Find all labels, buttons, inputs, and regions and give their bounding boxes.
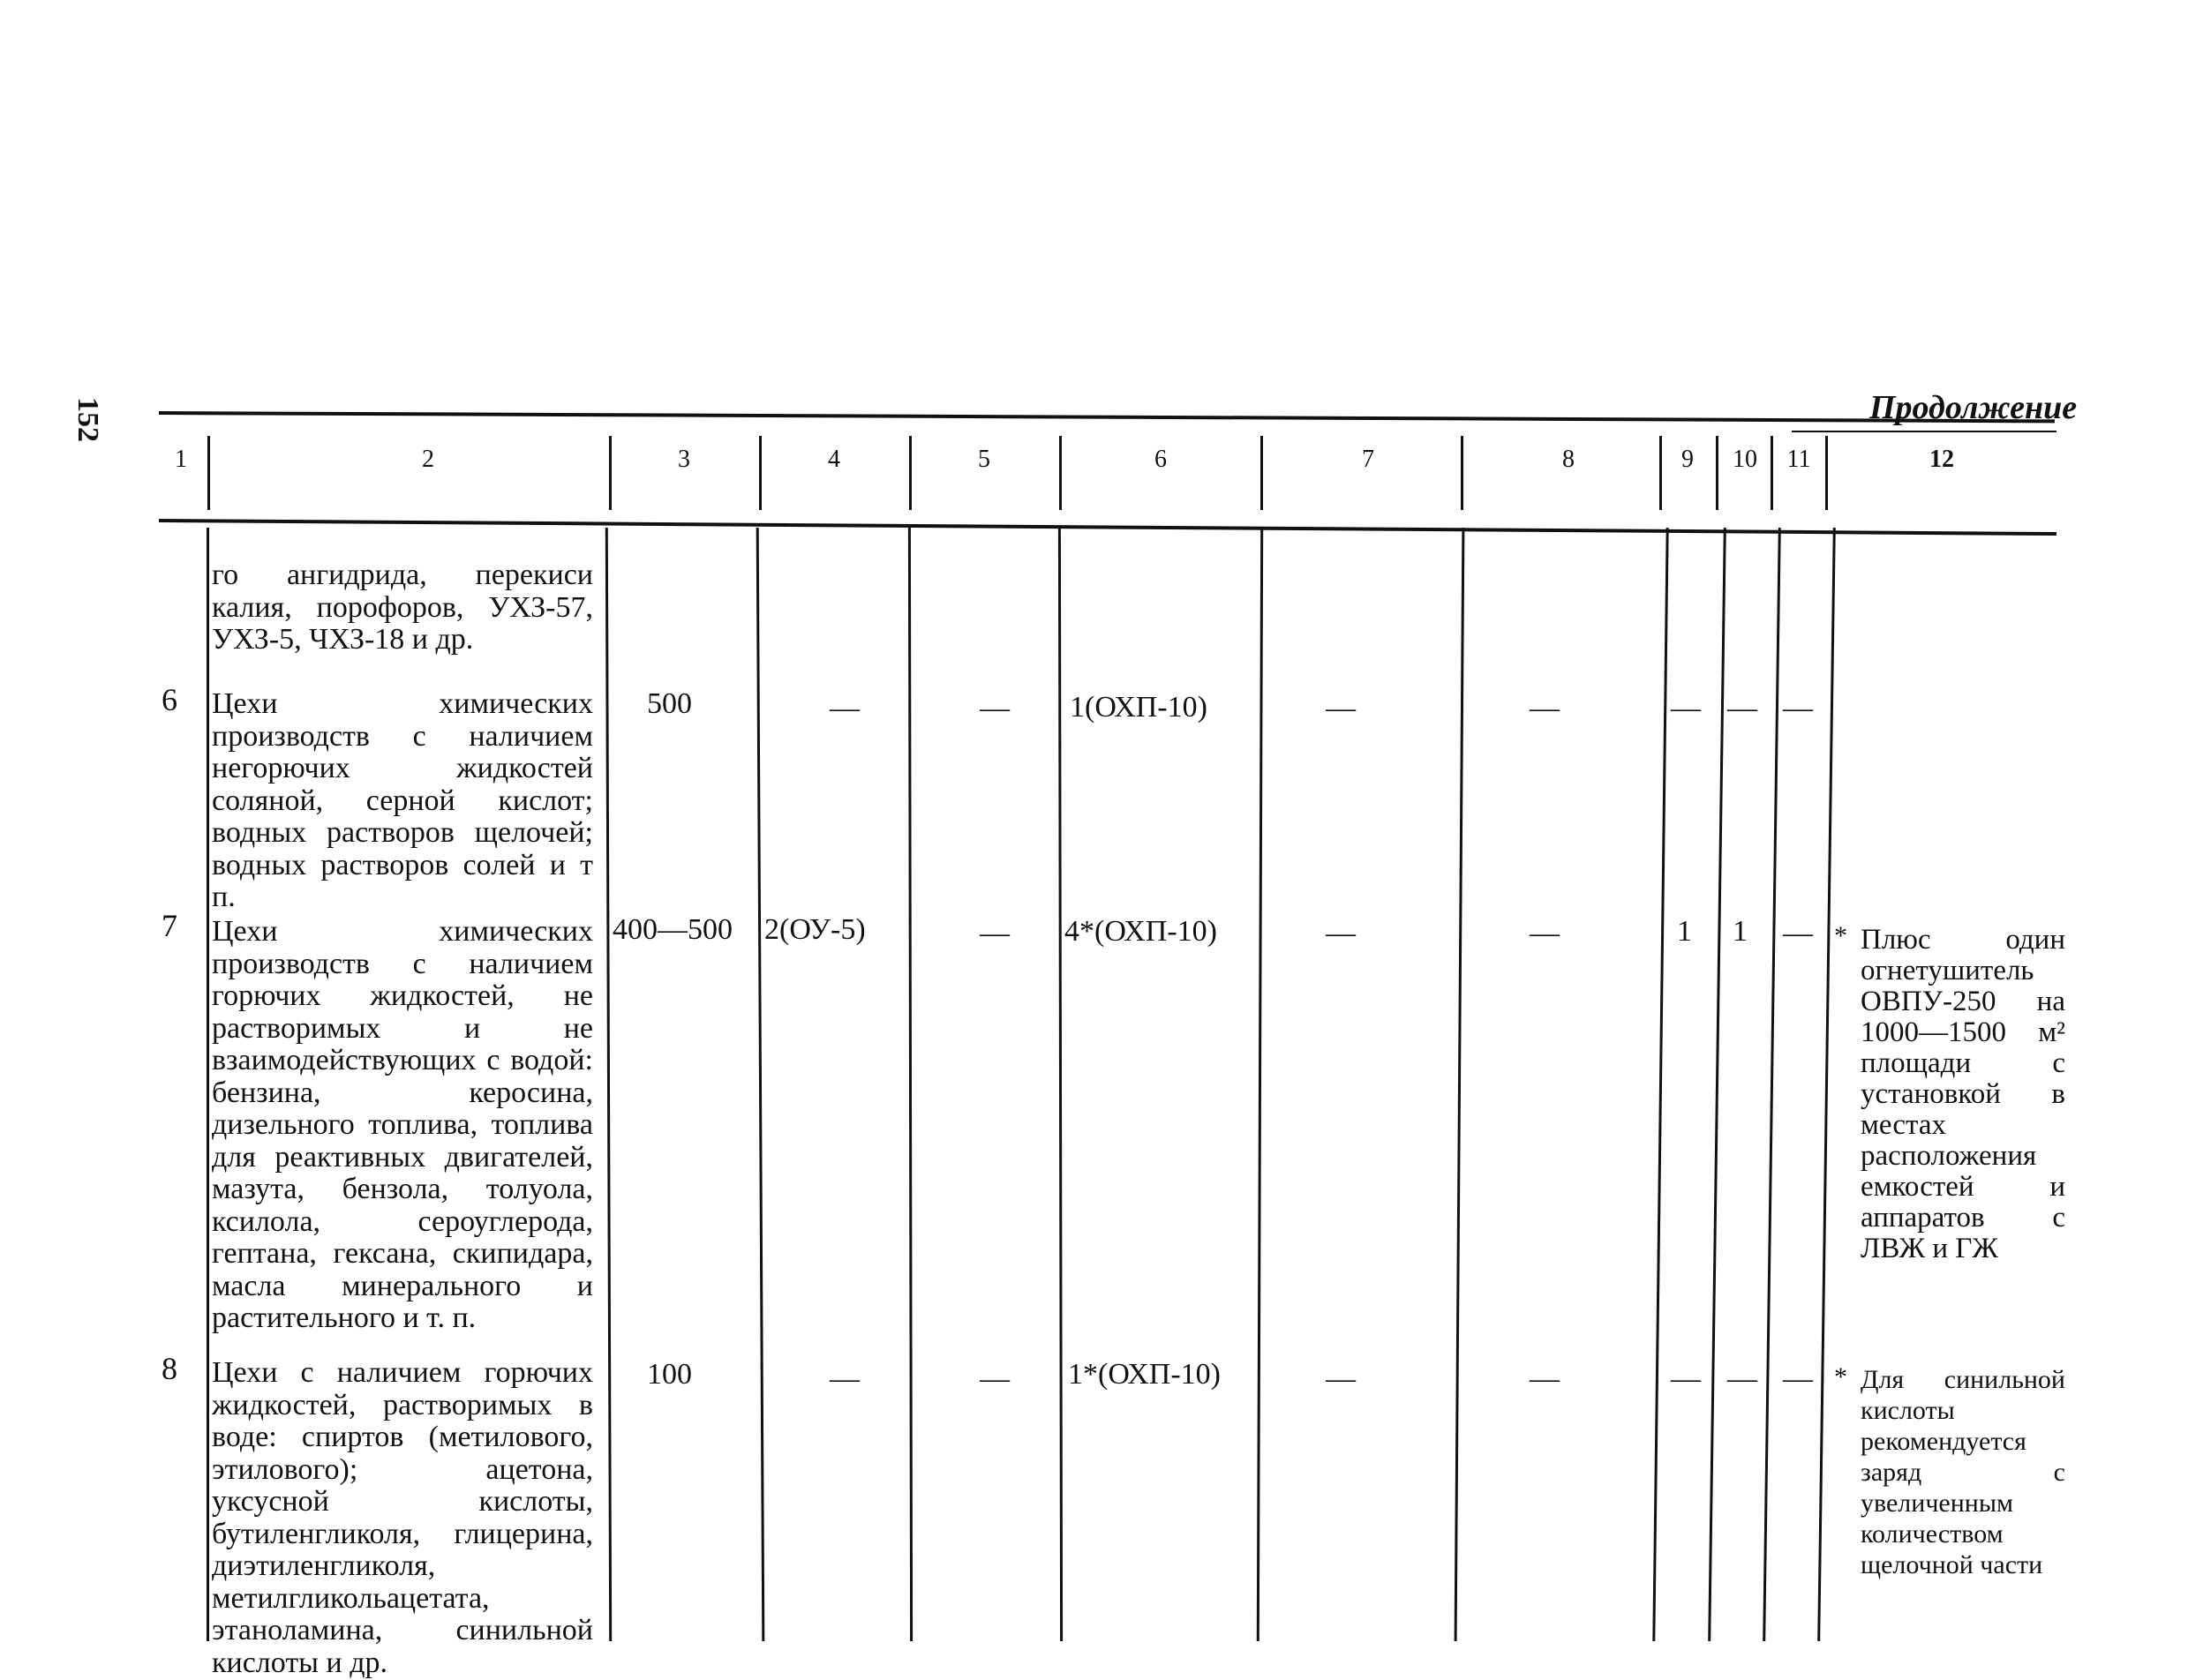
prev-row-text: го ангидрида, перекиси калия, порофоров, УХЗ-57, УХЗ-5, ЧХЗ-18 и др.: [212, 559, 593, 656]
note-star: *: [1834, 1362, 1847, 1391]
body-vline: [908, 528, 913, 1641]
cell-col3: 500: [647, 687, 692, 720]
header-vline: [1771, 436, 1773, 510]
header-vline: [1059, 436, 1062, 510]
cell-col9: —: [1671, 692, 1701, 724]
cell-col6: 1*(ОХП-10): [1068, 1358, 1221, 1391]
body-vline: [756, 528, 765, 1641]
column-header: 12: [1929, 446, 1954, 473]
header-vline: [207, 436, 210, 510]
column-header: 7: [1362, 446, 1374, 473]
cell-col11: —: [1783, 917, 1813, 949]
row-number: 7: [162, 908, 177, 943]
cell-col8: —: [1530, 1362, 1560, 1395]
cell-col4: —: [830, 692, 860, 724]
cell-col5: —: [980, 1362, 1010, 1395]
column-header: 10: [1733, 446, 1757, 473]
cell-col3: 400—500: [613, 913, 733, 946]
cell-col8: —: [1530, 692, 1560, 724]
column-header: 2: [422, 446, 434, 473]
top-rule: [159, 411, 2055, 423]
row-description: Цехи химических производств с наличием горючих жидкостей, не растворимых и не взаимодействующих с водой: бензина, керосина, дизельного топлива, топлива для реактивных двигателей, мазута, бензола, толуола, ксилола, сероуглерода, гептана, гексана, скипидара, масла минерального и растительного и т. п.: [212, 915, 593, 1334]
header-vline: [1461, 436, 1463, 510]
body-vline: [207, 528, 209, 1641]
cell-col6: 1(ОХП-10): [1070, 691, 1207, 724]
header-vline: [1825, 436, 1828, 510]
cell-col10: —: [1727, 692, 1757, 724]
column-header: 8: [1562, 446, 1575, 473]
body-vline: [1058, 528, 1063, 1641]
row-description: Цехи химических производств с наличием негорючих жидкостей соляной, серной кислот; водных растворов щелочей; водных растворов солей и т п.: [212, 687, 593, 913]
column-header: 11: [1786, 446, 1811, 473]
cell-col9: 1: [1677, 915, 1692, 948]
cell-col11: —: [1783, 692, 1813, 724]
cell-col6: 4*(ОХП-10): [1064, 915, 1217, 948]
page-number: 152: [71, 397, 104, 442]
body-vline: [1257, 528, 1263, 1641]
column-header: 5: [978, 446, 990, 473]
continuation-label: Продолжение: [1869, 389, 2078, 426]
body-vline: [1763, 528, 1781, 1641]
cell-col3: 100: [647, 1358, 692, 1391]
column-header: 1: [175, 446, 187, 473]
cell-col5: —: [980, 692, 1010, 724]
top-rule-right: [1792, 431, 2056, 432]
cell-col10: 1: [1733, 915, 1748, 948]
cell-col7: —: [1326, 692, 1356, 724]
note-star: *: [1834, 921, 1847, 950]
cell-col7: —: [1326, 917, 1356, 949]
header-vline: [759, 436, 762, 510]
cell-col7: —: [1326, 1362, 1356, 1395]
row-number: 6: [162, 682, 177, 717]
row-description: Цехи с наличием горючих жидкостей, растворимых в воде: спиртов (метилового, этилового); ацетона, уксусной кислоты, бутиленгликоля, глицерина, диэтиленгликоля, метилгликольацетата, этаноламина, синильной кислоты и др.: [212, 1356, 593, 1679]
row-note: Для синильной кислоты рекомендуется заряд с увеличенным количеством щелочной части: [1861, 1365, 2065, 1579]
header-vline: [909, 436, 912, 510]
header-bottom-rule: [159, 519, 2056, 536]
cell-col8: —: [1530, 917, 1560, 949]
body-vline: [1652, 528, 1668, 1641]
column-header: 4: [828, 446, 840, 473]
cell-col9: —: [1671, 1362, 1701, 1395]
row-number: 8: [162, 1351, 177, 1386]
header-vline: [1260, 436, 1263, 510]
cell-col10: —: [1727, 1362, 1757, 1395]
cell-col5: —: [980, 917, 1010, 949]
column-header: 9: [1681, 446, 1694, 473]
row-note: Плюс один огнетушитель ОВПУ-250 на 1000—1500 м² площади с установкой в местах расположения емкостей и аппаратов с ЛВЖ и ГЖ: [1861, 924, 2065, 1264]
cell-col4: 2(ОУ-5): [764, 913, 866, 946]
header-vline: [1659, 436, 1662, 510]
cell-col4: —: [830, 1362, 860, 1395]
column-header: 6: [1154, 446, 1167, 473]
body-vline: [1817, 528, 1836, 1641]
body-vline: [1455, 528, 1465, 1641]
cell-col11: —: [1783, 1362, 1813, 1395]
body-vline: [1708, 528, 1726, 1641]
header-vline: [609, 436, 612, 510]
header-vline: [1716, 436, 1718, 510]
body-vline: [605, 528, 612, 1641]
column-header: 3: [678, 446, 690, 473]
